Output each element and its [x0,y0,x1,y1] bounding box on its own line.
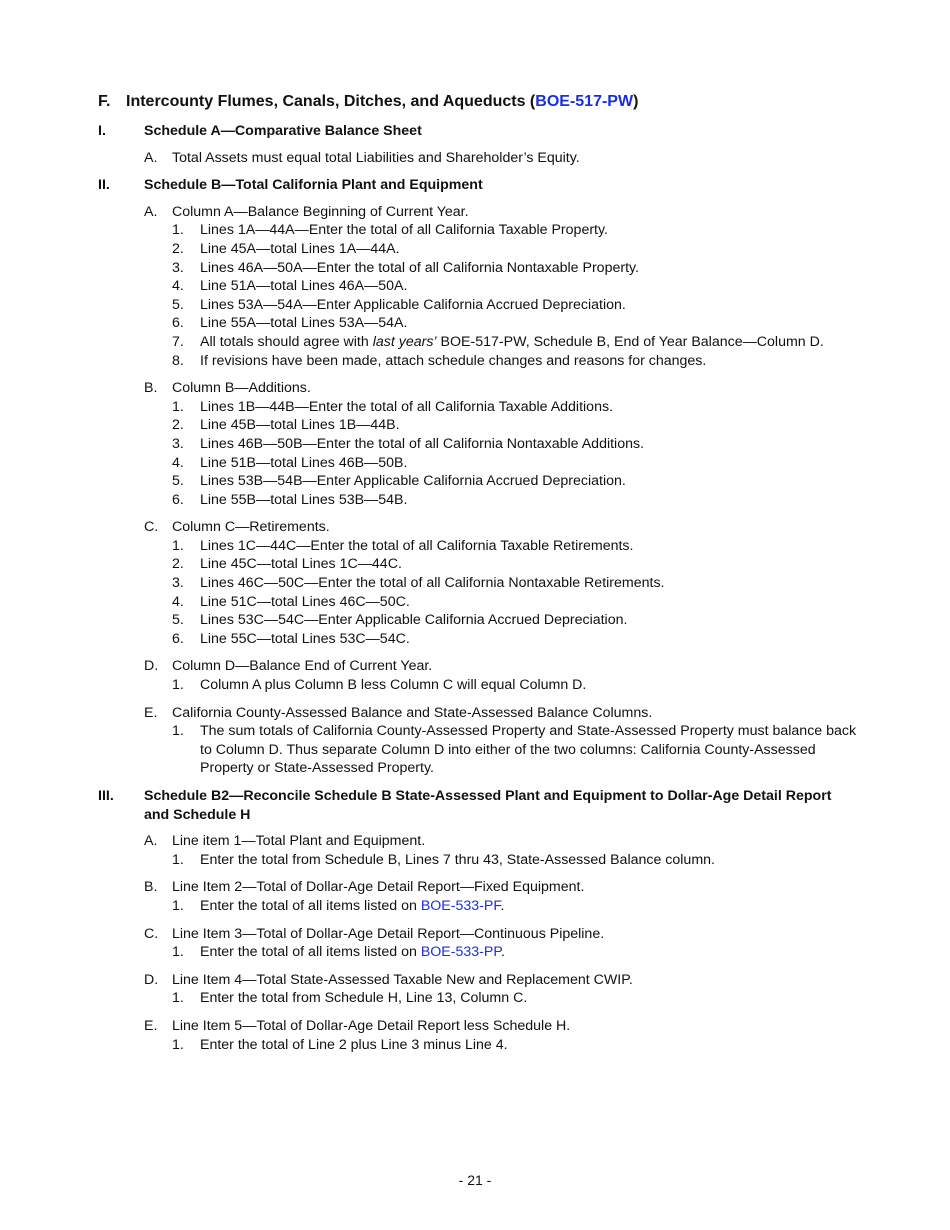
item-text: Column C—Retirements. [172,519,330,536]
list-item [98,851,858,870]
item-text: Total Assets must equal total Liabilities and Shareholder’s Equity. [172,149,580,166]
item-number: 1. [172,851,184,868]
item-number: 1. [172,677,184,694]
item-number: 3. [172,435,184,452]
schedule-a-item-a [98,149,858,168]
item-text: Lines 53A—54A—Enter Applicable California Accrued Depreciation. [200,296,626,313]
item-text: Enter the total of Line 2 plus Line 3 minus Line 4. [200,1036,508,1053]
line-item-3-heading [98,925,858,944]
line-item-2-group [98,878,858,915]
item-number: 1. [172,990,184,1007]
item-text: Column D—Balance End of Current Year. [172,658,433,675]
item-number: 6. [172,491,184,508]
item-text-pre: Enter the total of all items listed on [200,944,421,961]
roman-numeral: I. [98,123,106,139]
list-item [98,333,858,352]
column-d-heading [98,657,858,676]
list-item [98,472,858,491]
item-text: Lines 46C—50C—Enter the total of all California Nontaxable Retirements. [200,575,665,592]
column-c-group [98,518,858,648]
list-item [98,676,858,695]
line-item-4-group [98,971,858,1008]
list-item [98,630,858,649]
item-number: 5. [172,296,184,313]
roman-numeral: II. [98,177,110,194]
list-item [98,296,858,315]
item-number: 2. [172,417,184,434]
line-item-1-heading [98,832,858,851]
heading-text: Schedule B—Total California Plant and Equipment [144,177,483,194]
line-item-5-heading [98,1017,858,1036]
line-item-4-heading [98,971,858,990]
section-title [98,92,878,112]
item-number: 5. [172,473,184,490]
item-letter: B. [144,380,158,397]
item-text: Column B—Additions. [172,380,311,397]
list-item [98,943,858,962]
item-number: 4. [172,454,184,471]
item-text: Lines 1A—44A—Enter the total of all California Taxable Property. [200,222,608,239]
item-text: If revisions have been made, attach schedule changes and reasons for changes. [200,352,707,369]
item-number: 3. [172,259,184,276]
list-item [98,454,858,473]
column-a-group [98,203,858,370]
item-number: 1. [172,1036,184,1053]
list-item [98,722,858,778]
item-number: 1. [172,222,184,239]
line-item-2-heading [98,878,858,897]
item-number: 1. [172,897,184,914]
schedule-a-heading [98,122,858,141]
item-letter: C. [144,925,159,942]
item-text: Line 55B—total Lines 53B—54B. [200,491,408,508]
list-item [98,537,858,556]
list-item [98,435,858,454]
column-c-heading [98,518,858,537]
item-letter: A. [144,833,158,850]
heading-text: Schedule A—Comparative Balance Sheet [144,123,422,139]
item-letter: A. [144,149,158,166]
item-text-post: . [500,897,505,914]
line-item-1-group [98,832,858,869]
list-item [98,1036,858,1055]
section-title-close: ) [633,93,639,110]
list-item [98,259,858,278]
item-text: Line 51B—total Lines 46B—50B. [200,454,408,471]
list-item [98,897,858,916]
item-text: Column A—Balance Beginning of Current Year. [172,203,469,220]
schedule-b-heading [98,176,858,195]
item-text-post: BOE-517-PW, Schedule B, End of Year Balance—Column D. [436,333,824,350]
item-text: Enter the total from Schedule H, Line 13, Column C. [200,990,528,1007]
item-text-post: . [501,944,505,961]
list-item [98,611,858,630]
item-number: 2. [172,556,184,573]
item-number: 7. [172,333,184,350]
item-text: Lines 1B—44B—Enter the total of all California Taxable Additions. [200,398,613,415]
item-letter: A. [144,203,158,220]
item-text: California County-Assessed Balance and State-Assessed Balance Columns. [172,704,653,721]
item-text-pre: Enter the total of all items listed on [200,897,421,914]
item-number: 4. [172,278,184,295]
column-e-group [98,704,858,778]
item-text: Column A plus Column B less Column C will equal Column D. [200,677,587,694]
item-text: Line 45B—total Lines 1B—44B. [200,417,400,434]
item-number: 4. [172,593,184,610]
item-number: 6. [172,315,184,332]
item-text: Lines 46A—50A—Enter the total of all California Nontaxable Property. [200,259,640,276]
item-text-emphasis: last years’ [372,333,437,350]
list-item [98,989,858,1008]
item-text: Line item 1—Total Plant and Equipment. [172,833,426,850]
list-item [98,314,858,333]
item-text: Lines 1C—44C—Enter the total of all California Taxable Retirements. [200,537,634,554]
item-letter: C. [144,519,159,536]
list-item [98,277,858,296]
list-item [98,221,858,240]
item-letter: E. [144,704,158,721]
column-e-heading [98,704,858,723]
column-a-heading [98,203,858,222]
column-b-group [98,379,858,509]
page-number: - 21 - [458,1172,492,1188]
item-number: 6. [172,630,184,647]
item-text: Line 55A—total Lines 53A—54A. [200,315,408,332]
list-item [98,416,858,435]
list-item [98,352,858,371]
item-number: 2. [172,240,184,257]
list-item [98,240,858,259]
item-number: 1. [172,398,184,415]
item-number: 1. [172,723,184,740]
list-item [98,574,858,593]
boe-533-pf-link[interactable]: BOE-533-PF [420,897,501,914]
item-number: 1. [172,537,184,554]
item-number: 5. [172,612,184,629]
item-text: Line 45A—total Lines 1A—44A. [200,240,400,257]
item-text: Line Item 5—Total of Dollar-Age Detail Report less Schedule H. [172,1017,571,1034]
list-item [98,593,858,612]
item-text: The sum totals of California County-Assessed Property and State-Assessed Property must balance back to Column D. Thus separate Column D into either of the two columns: California County-Assessed Property or State-Assessed Property. [200,723,857,777]
line-item-5-group [98,1017,858,1054]
item-text: Lines 46B—50B—Enter the total of all California Nontaxable Additions. [200,435,645,452]
item-text: Line 51C—total Lines 46C—50C. [200,593,410,610]
item-text-pre: All totals should agree with [200,333,373,350]
instructions-body [98,122,858,1063]
item-letter: D. [144,658,159,675]
roman-numeral: III. [98,788,114,804]
item-text: Line 55C—total Lines 53C—54C. [200,630,410,647]
list-item [98,491,858,510]
item-text: Lines 53B—54B—Enter Applicable California Accrued Depreciation. [200,473,626,490]
item-text: Line Item 4—Total State-Assessed Taxable New and Replacement CWIP. [172,971,633,988]
item-letter: B. [144,879,158,896]
item-text: Line Item 2—Total of Dollar-Age Detail Report—Fixed Equipment. [172,879,585,896]
item-text: Line 45C—total Lines 1C—44C. [200,556,402,573]
column-b-heading [98,379,858,398]
item-number: 3. [172,575,184,592]
item-letter: D. [144,971,159,988]
boe-517-pw-link[interactable]: BOE-517-PW [535,93,634,110]
item-number: 8. [172,352,184,369]
item-letter: E. [144,1017,158,1034]
section-title-text: Intercounty Flumes, Canals, Ditches, and Aqueducts ( [126,93,536,110]
item-text: Line 51A—total Lines 46A—50A. [200,278,408,295]
heading-text: Schedule B2—Reconcile Schedule B State-Assessed Plant and Equipment to Dollar-Age Detail Report and Schedule H [144,788,832,823]
boe-533-pp-link[interactable]: BOE-533-PP [420,944,501,961]
schedule-b2-heading [98,787,858,824]
section-letter: F. [98,93,111,110]
column-d-group [98,657,858,694]
item-text: Lines 53C—54C—Enter Applicable California Accrued Depreciation. [200,612,628,629]
line-item-3-group [98,925,858,962]
list-item [98,398,858,417]
list-item [98,555,858,574]
item-number: 1. [172,944,184,961]
item-text: Enter the total from Schedule B, Lines 7 thru 43, State-Assessed Balance column. [200,851,715,868]
item-text: Line Item 3—Total of Dollar-Age Detail Report—Continuous Pipeline. [172,925,605,942]
